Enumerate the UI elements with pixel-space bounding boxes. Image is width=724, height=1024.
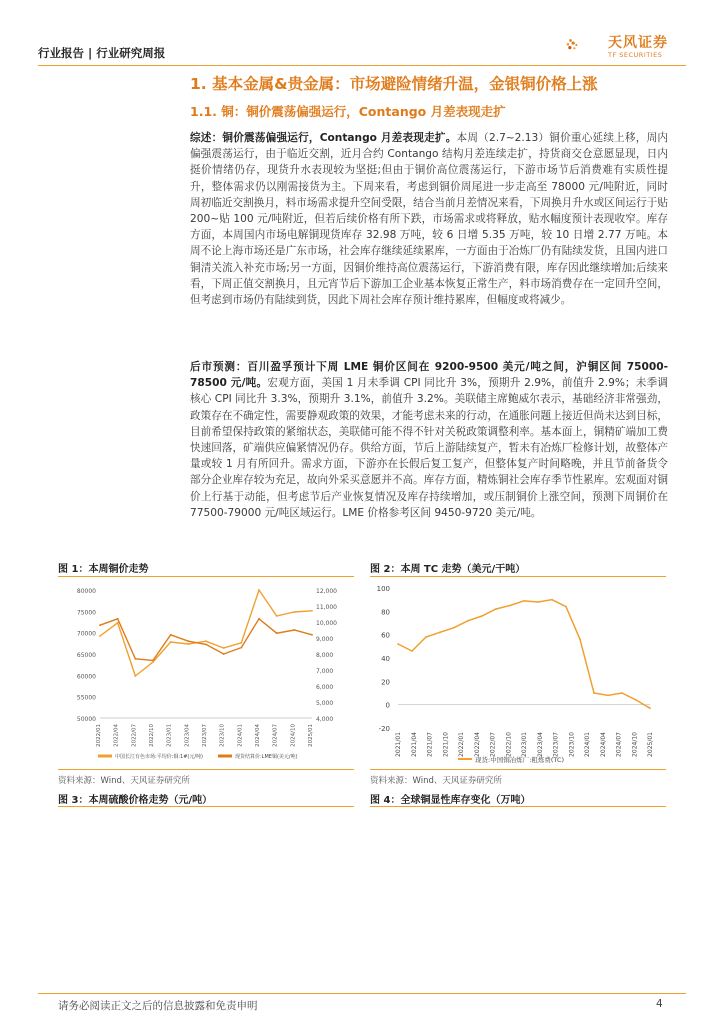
figure-3-rule (58, 806, 354, 807)
x-tick-label: 2021/10 (442, 732, 450, 757)
tc-point (397, 643, 399, 645)
tf-logo-icon (566, 25, 608, 65)
legend-label-0: 中国长江有色市场:平均价:铜:1#(元/吨) (115, 754, 204, 760)
section-heading: 1. 基本金属&贵金属：市场避险情绪升温，金银铜价格上涨 (190, 75, 598, 93)
y-right-tick-label: 10,000 (316, 620, 337, 627)
series-0-point (170, 641, 172, 643)
series-1-point (99, 624, 101, 626)
report-category: 行业报告 | 行业研究周报 (38, 46, 166, 60)
footer-divider (38, 993, 686, 994)
y-left-tick-label: 70000 (76, 630, 96, 638)
series-0-point (311, 610, 313, 612)
y-right-tick-label: 7,000 (316, 668, 334, 675)
tc-point (607, 694, 609, 696)
tc-point (537, 601, 539, 603)
x-tick-label: 2023/01 (166, 724, 173, 747)
x-tick-label: 2021/07 (426, 732, 434, 757)
legend-label: 现货:中国铜冶炼厂:粗炼费(TC) (475, 756, 565, 764)
y-tick-label: 40 (381, 655, 390, 663)
series-0-point (117, 622, 119, 624)
x-tick-label: 2023/10 (568, 732, 576, 757)
x-tick-label: 2024/10 (290, 724, 297, 747)
series-0-point (134, 675, 136, 677)
tc-point (509, 605, 511, 607)
y-tick-label: 60 (381, 631, 390, 640)
series-0-point (205, 640, 207, 642)
figure-1-rule (58, 576, 354, 577)
y-right-tick-label: 4,000 (316, 716, 334, 723)
series-0-point (152, 661, 154, 663)
series-0-point (276, 615, 278, 617)
series-0-point (258, 589, 260, 591)
y-tick-label: 100 (376, 585, 390, 593)
x-tick-label: 2022/04 (473, 732, 481, 757)
y-right-tick-label: 5,000 (316, 700, 334, 707)
y-right-tick-label: 6,000 (316, 684, 334, 691)
x-tick-label: 2023/04 (184, 724, 191, 747)
y-left-tick-label: 55000 (76, 694, 96, 702)
x-tick-label: 2023/01 (521, 732, 528, 757)
x-tick-label: 2022/07 (131, 724, 138, 747)
copper-price-chart (58, 580, 354, 766)
x-tick-label: 2021/04 (410, 732, 418, 757)
y-right-tick-label: 11,000 (316, 604, 337, 611)
x-tick-label: 2023/07 (552, 732, 560, 757)
tc-point (495, 608, 497, 610)
x-tick-label: 2024/01 (584, 732, 591, 757)
tc-point (565, 606, 567, 608)
series-1-point (117, 618, 119, 620)
forecast-paragraph (190, 359, 668, 521)
subsection-heading: 1.1. 铜：铜价震荡偏强运行，Contango 月差表现走扩 (190, 104, 506, 119)
x-tick-label: 2022/07 (489, 732, 497, 757)
tc-point (523, 600, 525, 602)
x-tick-label: 2022/01 (458, 732, 465, 757)
tc-point (649, 707, 651, 709)
logo-subtitle: TF SECURITIES (608, 51, 663, 59)
y-tick-label: -20 (378, 725, 390, 733)
tc-point (579, 638, 581, 640)
series-0-point (293, 611, 295, 613)
tc-point (635, 699, 637, 701)
series-1-point (276, 632, 278, 634)
x-tick-label: 2024/07 (272, 724, 279, 747)
y-tick-label: 80 (381, 608, 390, 617)
series-1-point (311, 634, 313, 636)
y-right-tick-label: 8,000 (316, 652, 334, 659)
x-tick-label: 2024/10 (631, 732, 639, 757)
page-number: 4 (656, 998, 663, 1010)
figure-1-source: 资料来源：Wind、天风证券研究所 (58, 776, 190, 786)
x-tick-label: 2025/01 (647, 732, 654, 757)
x-tick-label: 2022/04 (113, 724, 120, 747)
series-1-point (205, 644, 207, 646)
summary-paragraph (190, 130, 668, 308)
x-tick-label: 2023/04 (536, 732, 544, 757)
x-tick-label: 2025/01 (308, 724, 314, 747)
x-tick-label: 2022/01 (96, 724, 102, 747)
x-tick-label: 2024/01 (237, 724, 244, 747)
series-1-point (134, 658, 136, 660)
x-tick-label: 2024/04 (255, 724, 261, 747)
tc-point (481, 615, 483, 617)
figure-4-title: 图 4：全球铜显性库存变化（万吨） (370, 795, 531, 806)
y-right-tick-label: 9,000 (316, 636, 334, 643)
y-tick-label: 0 (385, 701, 390, 710)
x-tick-label: 2023/07 (202, 724, 208, 747)
series-1-point (293, 629, 295, 631)
y-left-tick-label: 60000 (76, 673, 96, 681)
tc-point (425, 636, 427, 638)
series-1-point (223, 653, 225, 655)
header-divider (38, 65, 686, 66)
series-0-point (99, 635, 101, 637)
x-tick-label: 2024/07 (615, 732, 623, 757)
tc-line (398, 600, 650, 709)
tc-point (551, 599, 553, 601)
figure-4-rule (370, 806, 666, 807)
figure-2-source: 资料来源：Wind、天风证券研究所 (370, 776, 502, 786)
y-left-tick-label: 75000 (76, 609, 96, 617)
series-line-1 (100, 619, 312, 661)
y-left-tick-label: 80000 (76, 588, 96, 595)
summary-lead: 综述：铜价震荡偏强运行，Contango 月差表现走扩。 (190, 132, 457, 144)
forecast-lead: 后市预测：百川盈孚预计下周 LME 铜价区间在 9200-9500 美元/吨之间，沪铜区间 75000-78500 元/吨。 (190, 361, 668, 390)
series-1-point (152, 660, 154, 662)
x-tick-label: 2023/10 (219, 724, 226, 747)
forecast-body: 宏观方面，美国 1 月未季调 CPI 同比升 3%，预期升 2.9%，前值升 2.9%；未季调核心 CPI 同比升 3.3%，预期升 3.1%，前值升 3.2%。美联储主席鲍威尔表示，基础经济非常强劲，政策存在不确定性，需要静观政策的效果，才能考虑未来的行动，在通胀问题上接近但尚未达到目标，目前希望保持政策的紧缩状态，美联储可能不得不针对关税政策调整利率。基本面上，铜精矿端加工费快速回落，矿端供应偏紧情况仍存。供给方面，节后上游陆续复产，暂未有冶炼厂检修计划，故整体产量或较 1 月有所回升。需求方面，下游亦在长假后复工复产，但整体复产时间略晚，并且节前备货令部分企业库存较为充足，故向外采买意愿并不高。库存方面，精炼铜社会库存季节性累库。宏观面对铜价上行基于动能，但考虑节后产业恢复情况及库存持续增加，或压制铜价上涨空间，预测下周铜价在 77500-79000 元/吨区域运行。LME 价格参考区间 9450-9720 美元/吨。 (190, 377, 668, 519)
summary-body: 本周（2.7~2.13）铜价重心延续上移，周内偏强震荡运行，由于临近交割，近月合约 Contango 结构月差连续走扩，持货商交仓意愿显现，日内挺价情绪仍存，现货升水表现较为坚挺;但由于铜价高位震荡运行，下游市场节后消费难有实质性提升，整体需求仍以刚需接货为主。下周来看，考虑到铜价周尾进一步走高至 78000 元/吨附近，同时周初临近交割换月，料市场需求提升空间受限，结合当前月差情况来看，下周换月升水或区间运行于贴 200~贴 100 元/吨附近，但若后续价格有所下跌，市场需求或将释放，贴水幅度预计表现收窄。库存方面，本周国内市场电解铜现货库存 32.98 万吨，较 6 日增 5.35 万吨，较 10 日增 2.77 万吨。本周不论上海市场还是广东市场，社会库存继续延续累库，一方面由于冶炼厂仍有陆续发货，且国内进口铜清关流入补充市场;另一方面，因铜价维持高位震荡运行，下游消费有限，库存因此继续增加;后续来看，下周正值交割换月，且元宵节后下游加工企业基本恢复正常生产，料市场消费存在一定回升空间，但考虑到市场仍有陆续到货，因此下周社会库存预计维持累库，但幅度或将减少。 (190, 132, 669, 307)
tc-point (411, 650, 413, 652)
tc-chart (366, 578, 666, 766)
footer-disclaimer: 请务必阅读正文之后的信息披露和免责申明 (58, 1000, 258, 1012)
figure-2-title: 图 2：本周 TC 走势（美元/干吨） (370, 564, 526, 575)
figure-2-bottom-rule (370, 769, 666, 770)
y-tick-label: 20 (381, 678, 390, 687)
tc-point (439, 631, 441, 633)
y-left-tick-label: 65000 (76, 652, 96, 659)
series-1-point (187, 640, 189, 642)
figure-1-bottom-rule (58, 769, 354, 770)
logo-name: 天风证券 (608, 35, 668, 51)
series-1-point (170, 634, 172, 636)
series-0-point (187, 643, 189, 645)
x-tick-label: 2024/04 (599, 732, 607, 757)
tc-point (593, 692, 595, 694)
series-0-point (240, 642, 242, 644)
y-right-tick-label: 12,000 (316, 588, 337, 595)
series-1-point (258, 618, 260, 620)
x-tick-label: 2022/10 (149, 724, 155, 747)
series-0-point (223, 647, 225, 649)
x-tick-label: 2022/10 (505, 732, 513, 757)
tc-point (621, 692, 623, 694)
tc-point (453, 627, 455, 629)
figure-3-title: 图 3：本周硫酸价格走势（元/吨） (58, 795, 213, 806)
tc-point (467, 620, 469, 622)
y-left-tick-label: 50000 (76, 716, 96, 723)
figure-1-title: 图 1：本周铜价走势 (58, 564, 149, 575)
figure-2-rule (370, 576, 666, 577)
x-tick-label: 2021/01 (395, 732, 402, 757)
legend-label-1: 现货结算价:LME铜(美元/吨) (235, 754, 298, 760)
series-1-point (240, 647, 242, 649)
